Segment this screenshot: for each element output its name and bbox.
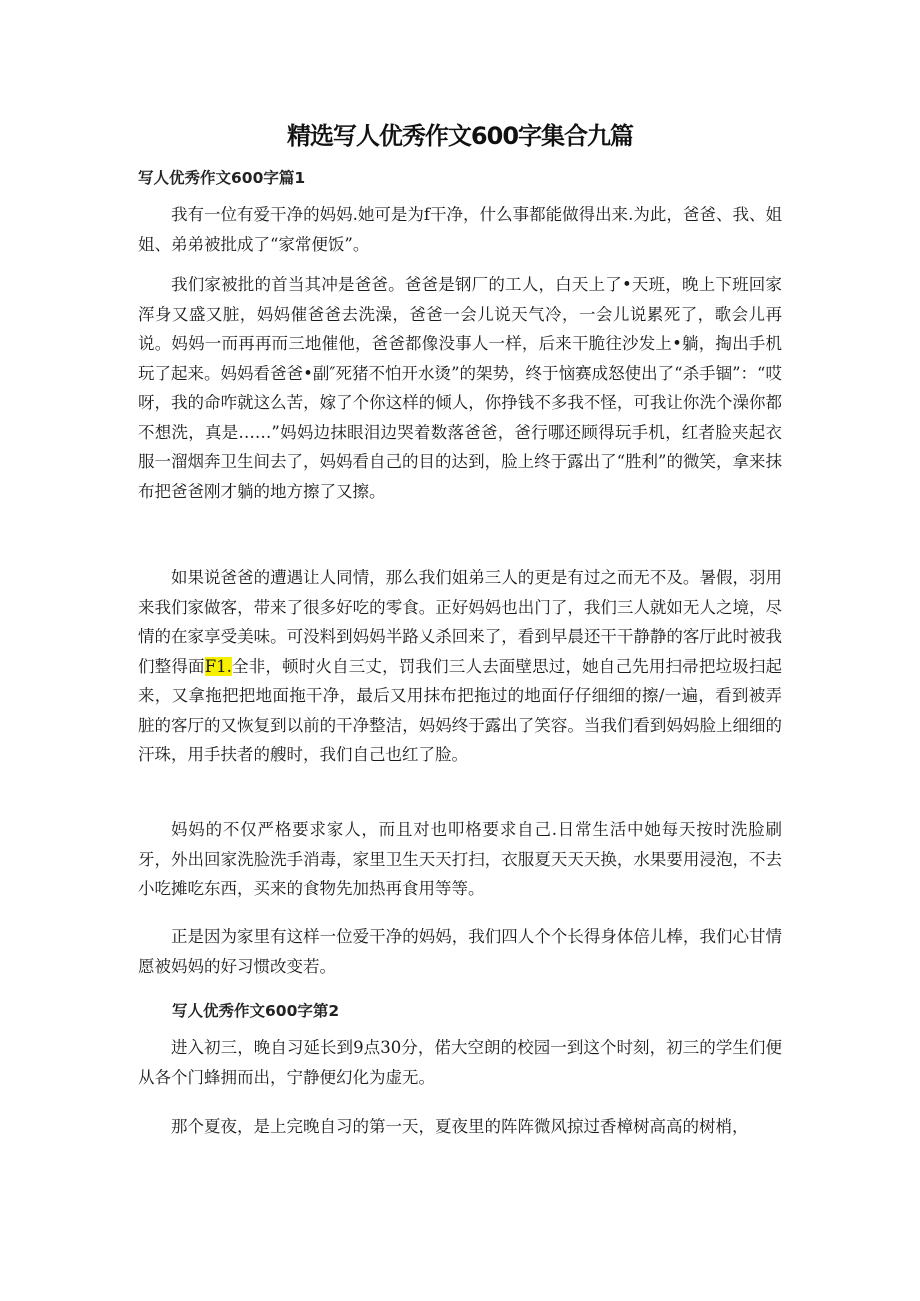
paragraph: 正是因为家里有这样一位爱干净的妈妈，我们四人个个长得身体倍儿棒，我们心甘情愿被妈妈的好习惯改变若。 — [138, 927, 782, 976]
paragraph — [138, 563, 782, 770]
paragraph: 那个夏夜，是上完晚自习的第一天，夏夜里的阵阵微风掠过香樟树高高的树梢， — [171, 1117, 749, 1136]
section-heading-1: 写人优秀作文600字篇1 — [138, 169, 306, 187]
section-heading-2: 写人优秀作文600字第2 — [172, 1002, 340, 1020]
paragraph-text-before: 如果说爸爸的遭遇让人同情，那么我们姐弟三人的更是有过之而无不及。暑假，羽用来我们家做客，带来了很多好吃的零食。正好妈妈也出门了，我们三人就如无人之境，尽情的在家享受美味。可没料到妈妈半路乂杀回来了，看到早晨还干干静静的客厅此时被我们整得面 — [138, 568, 782, 676]
paragraph: 妈妈的不仅严格要求家人，而且对也叩格要求自己.日常生活中她每天按时洗脸刷牙，外出回家洗脸洗手消毒，家里卫生天天打扫，衣服夏天天天换，水果要用浸泡，不去小吃摊吃东西，买来的食物先加热再食用等等。 — [138, 820, 782, 898]
paragraph: 我们家被批的首当其冲是爸爸。爸爸是钢厂的工人，白天上了•天班，晚上下班回家浑身又盛又脏，妈妈催爸爸去洗澡，爸爸一会儿说天气冷，一会儿说累死了，歌会儿再说。妈妈一而再再而三地催他，爸爸都像没事人一样，后来干脆往沙发上•躺，掏出手机玩了起来。妈妈看爸爸•副″死猪不怕开水烫”的架势，终于恼赛成怒使出了“杀手锢”：“哎呀，我的命咋就这么苦，嫁了个你这样的倾人，你挣钱不多我不怪，可我让你洗个澡你都不想洗，真是……”妈妈边抹眼泪边哭着数落爸爸，爸行哪还顾得玩手机，红者脸夹起衣服一溜烟奔卫生间去了，妈妈看自己的目的达到，脸上终于露出了“胜利”的微笑，拿来抹布把爸爸刚才躺的地方擦了又擦。 — [138, 275, 782, 501]
document-title: 精选写人优秀作文600字集合九篇 — [286, 122, 634, 150]
paragraph-text-after: 全非，顿时火自三丈，罚我们三人去面壁思过，她自己先用扫帚把垃圾扫起来，又拿拖把把地面拖干净，最后又用抹布把拖过的地面仔仔细细的擦/一遍，看到被弄脏的客厅的又恢复到以前的干净整洁，妈妈终于露出了笑容。当我们看到妈妈脸上细细的汗珠，用手扶者的艘时，我们自己也红了脸。 — [138, 656, 783, 764]
paragraph: 我有一位有爱干净的妈妈.她可是为f干净，什么事都能做得出来.为此，爸爸、我、姐姐、弟弟被批成了“家常便饭”。 — [138, 205, 782, 254]
paragraph: 进入初三，晚自习延长到9点30分，偌大空朗的校园一到这个时刻，初三的学生们便从各个门蜂拥而出，宁静便幻化为虚无。 — [138, 1038, 782, 1087]
highlighted-text: F1. — [204, 656, 232, 676]
